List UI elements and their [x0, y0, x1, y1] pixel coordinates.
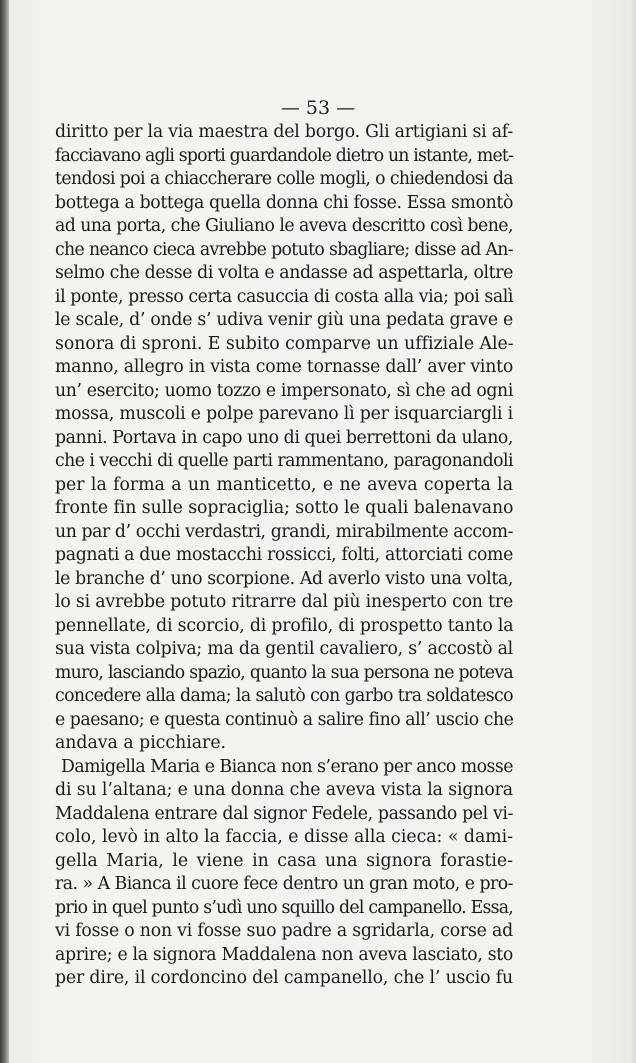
text-line: per dire, il cordoncino del campanello, che l’ uscio fu [55, 968, 513, 988]
text-line: per la forma a un manticetto, e ne aveva coperta la [55, 474, 513, 495]
text-line: di su l’altana; e una donna che aveva vista la signora [55, 780, 513, 800]
text-line: mossa, muscoli e polpe parevano lì per isquarciargli i [55, 404, 513, 424]
text-line: panni. Portava in capo uno di quei berrettoni da ulano, [55, 427, 513, 448]
page-number: — 53 — [280, 97, 356, 119]
text-line: diritto per la via maestra del borgo. Gli artigiani si af- [55, 122, 513, 142]
text-line: bottega a bottega quella donna chi fosse. Essa smontò [55, 192, 513, 213]
page-binding-edge [0, 0, 9, 1063]
text-line: tendosi poi a chiaccherare colle mogli, o chiedendosi da [55, 169, 513, 189]
text-line: prio in quel punto s’udì uno squillo del campanello. Essa, [55, 897, 513, 918]
text-line: sua vista colpiva; ma da gentil cavaliero, s’ accostò al [55, 639, 513, 659]
text-line: muro, lasciando spazio, quanto la sua persona ne poteva [55, 662, 513, 683]
text-line: Maddalena entrare dal signor Fedele, passando pel vi- [55, 803, 513, 824]
text-line: sonora di sproni. E subito comparve un uffiziale Ale- [55, 333, 514, 354]
text-line: facciavano agli sporti guardandole dietro un istante, met- [55, 145, 513, 166]
body-text [55, 121, 513, 991]
text-line: aprire; e la signora Maddalena non aveva lasciato, sto [55, 944, 513, 965]
text-line: ra. » A Bianca il cuore fece dentro un gran moto, e pro- [55, 874, 513, 894]
text-line: pagnati a due mostacchi rossicci, folti, attorciati come [55, 545, 513, 565]
text-line: le branche d’ uno scorpione. Ad averlo visto una volta, [55, 568, 513, 589]
text-line: un par d’ occhi verdastri, grandi, mirabilmente accom- [55, 521, 513, 542]
text-line: e paesano; e questa continuò a salire fino all’ uscio che [55, 709, 514, 730]
text-line: che neanco cieca avrebbe potuto sbagliare; disse ad An- [55, 239, 513, 260]
text-line: le scale, d’ onde s’ udiva venir giù una pedata grave e [55, 310, 513, 330]
text-line: selmo che desse di volta e andasse ad aspettarla, oltre [55, 263, 513, 283]
text-line: vi fosse o non vi fosse suo padre a sgridarla, corse ad [55, 921, 513, 941]
text-line: ad una porta, che Giuliano le aveva descritto così bene, [55, 216, 513, 236]
text-line: lo si avrebbe potuto ritrarre dal più inesperto con tre [55, 592, 513, 612]
text-line: fronte fin sulle sopraciglia; sotto le quali balenavano [55, 498, 514, 518]
page-edge-shadow [630, 0, 636, 1063]
text-line: il ponte, presso certa casuccia di costa alla via; poi salì [55, 286, 513, 307]
text-line: colo, levò in alto la faccia, e disse alla cieca: « dami- [55, 827, 514, 847]
text-line-paragraph-start: Damigella Maria e Bianca non s’erano per anco mosse [61, 756, 513, 777]
text-line: pennellate, di scorcio, di profilo, di prospetto tanto la [55, 615, 514, 636]
text-line: un’ esercito; uomo tozzo e impersonato, sì che ad ogni [55, 380, 513, 401]
text-line: concedere alla dama; la salutò con garbo tra soldatesco [55, 686, 513, 706]
text-line: gella Maria, le viene in casa una signora forastie- [55, 850, 513, 871]
text-line: manno, allegro in vista come tornasse dall’ aver vinto [55, 357, 513, 377]
text-line: che i vecchi di quelle parti rammentano, paragonandoli [55, 451, 513, 471]
text-line-paragraph-end: andava a picchiare. [55, 733, 227, 753]
